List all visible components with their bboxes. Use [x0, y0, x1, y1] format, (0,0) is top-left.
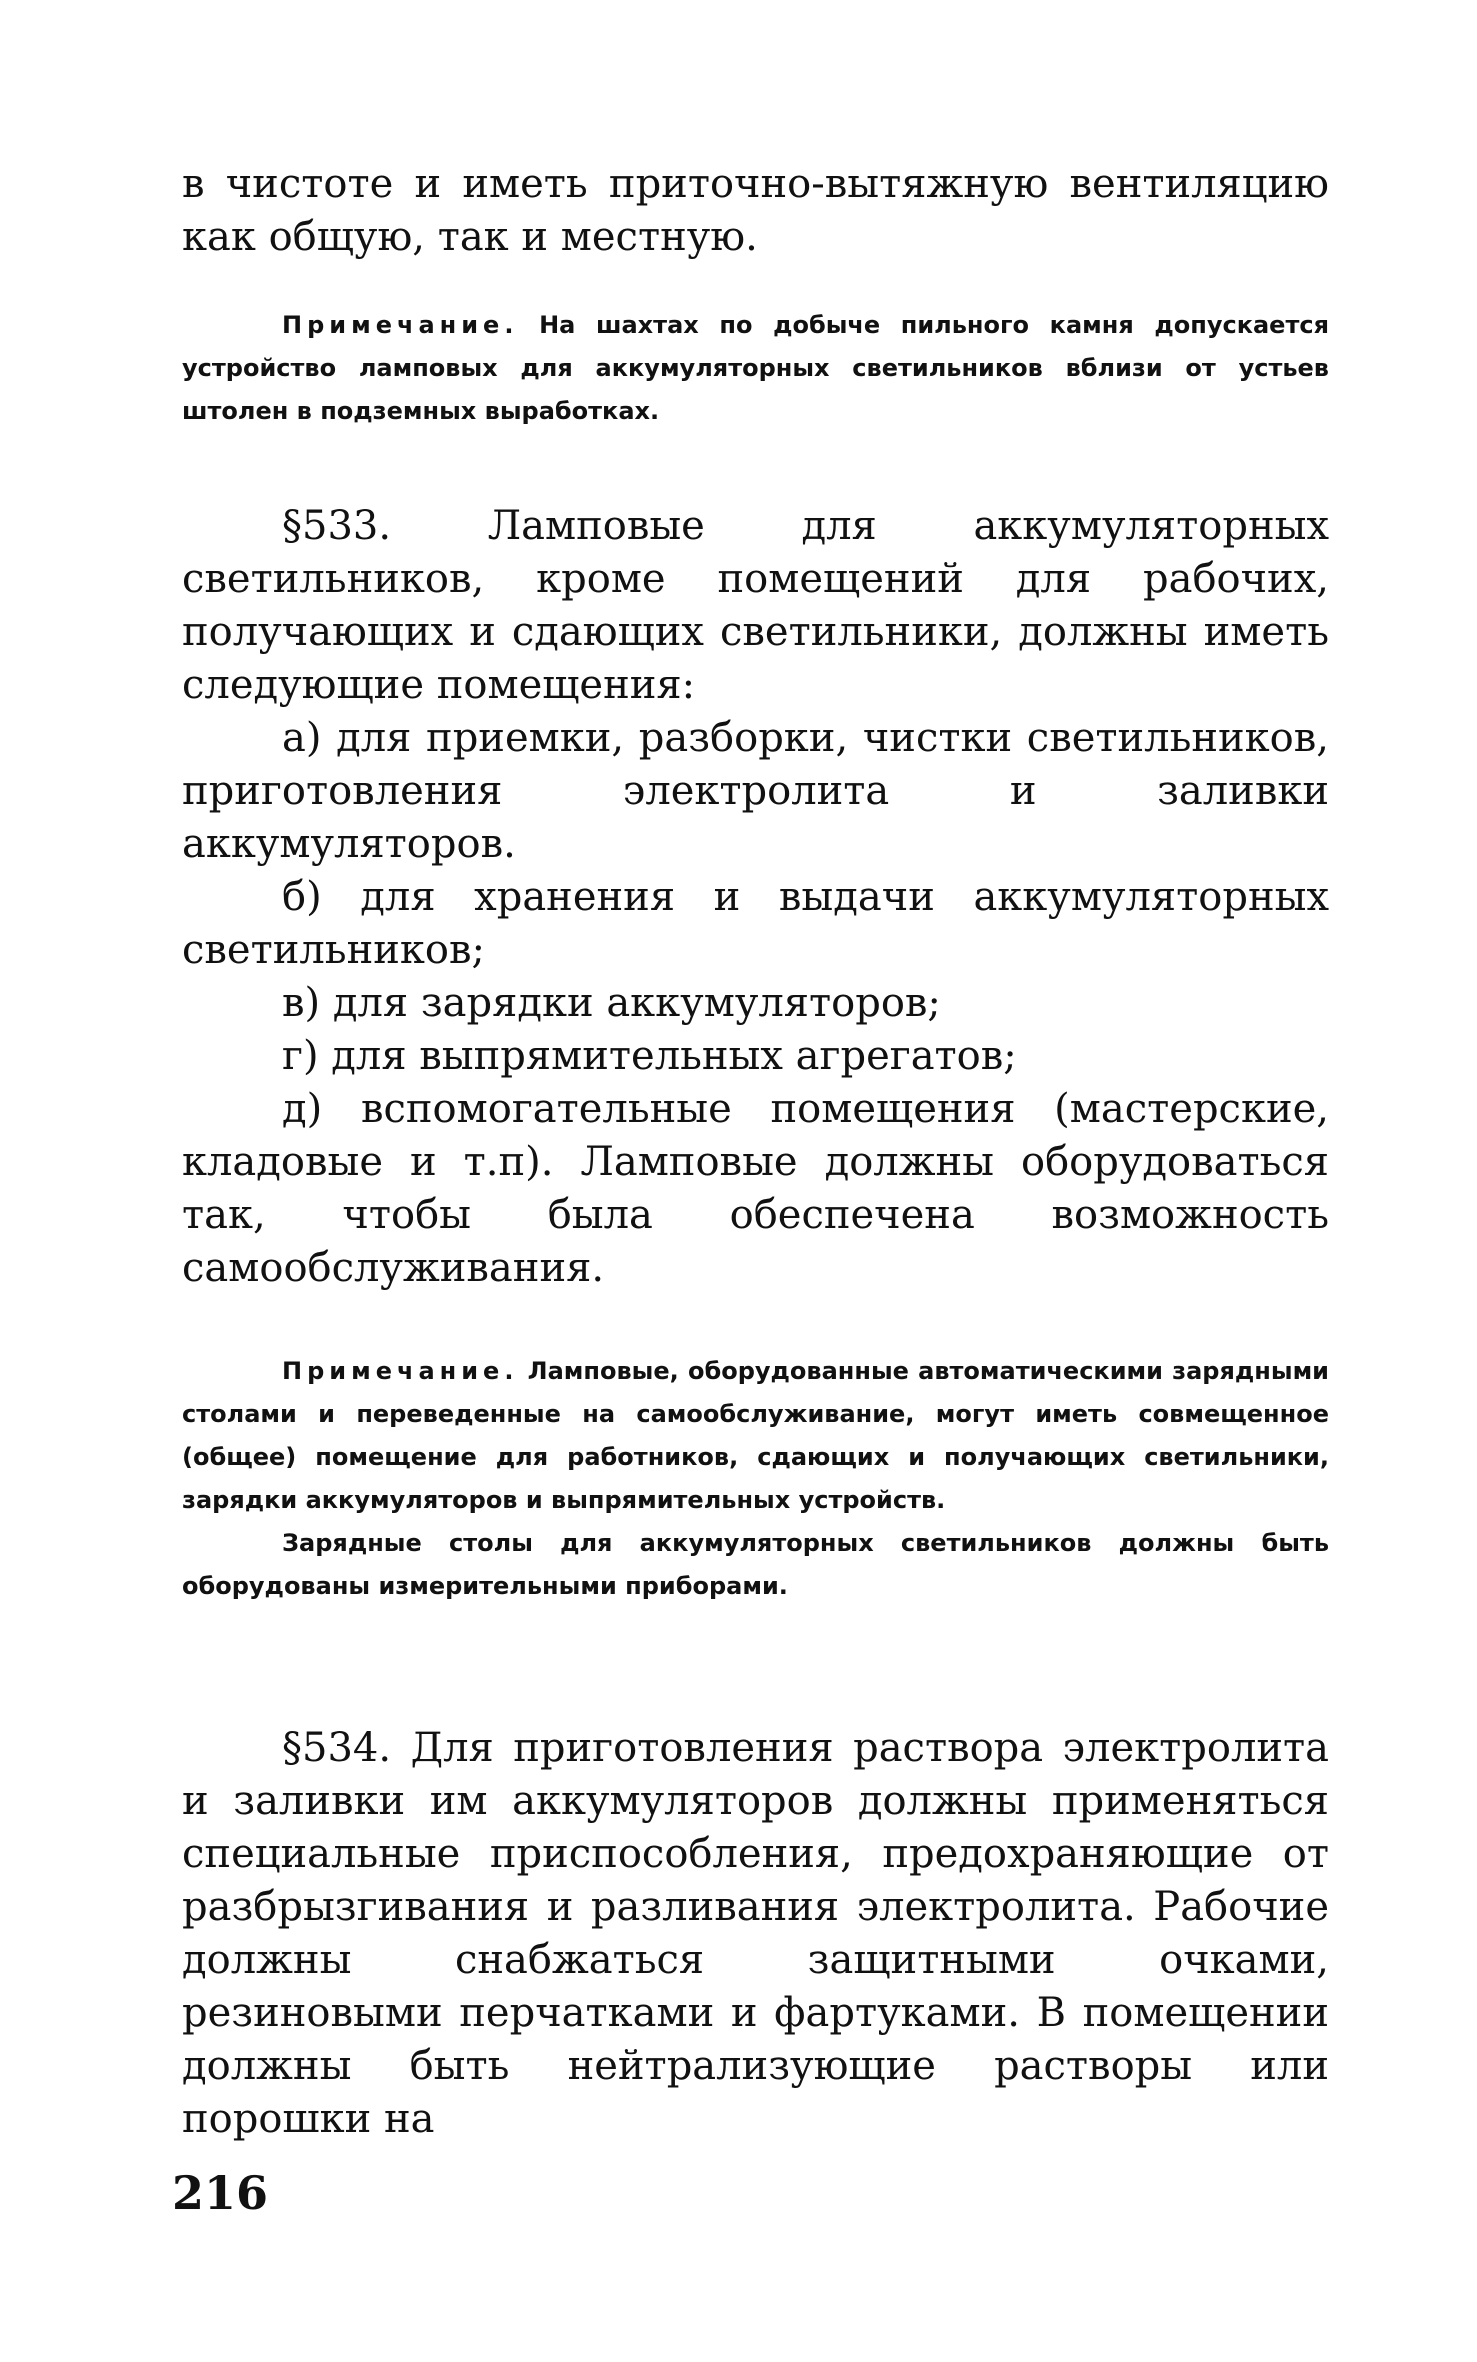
note-2	[182, 1350, 1329, 1608]
section-533-item-a: а) для приемки, разборки, чистки светильников, приготовления электролита и заливки аккумуляторов.	[182, 715, 1329, 867]
page-number: 216	[172, 2166, 269, 2220]
section-533-item-d: д) вспомогательные помещения (мастерские, кладовые и т.п). Ламповые должны оборудоваться так, чтобы была обеспечена возможность самообслуживания.	[182, 1086, 1329, 1291]
note-2-label: Примечание.	[282, 1357, 519, 1385]
section-533	[182, 500, 1329, 1295]
note-2-paragraph	[182, 1350, 1329, 1522]
section-533-intro: §533. Ламповые для аккумуляторных светильников, кроме помещений для рабочих, получающих и сдающих светильники, должны иметь следующие помещения:	[182, 503, 1329, 708]
note-1-label: Примечание.	[282, 311, 519, 339]
note-1-text: На шахтах по добыче пильного камня допускается устройство ламповых для аккумуляторных светильников вблизи от устьев штолен в подземных выработках.	[182, 311, 1330, 425]
note-2-text-2: Зарядные столы для аккумуляторных светильников должны быть оборудованы измерительными приборами.	[182, 1529, 1329, 1600]
section-533-item-v: в) для зарядки аккумуляторов;	[282, 980, 941, 1026]
section-533-item-b: б) для хранения и выдачи аккумуляторных светильников;	[182, 874, 1329, 973]
note-1	[182, 304, 1329, 433]
top-paragraph: в чистоте и иметь приточно-вытяжную вентиляцию как общую, так и местную.	[182, 161, 1329, 260]
note-2-text: Ламповые, оборудованные автоматическими зарядными столами и переведенные на самообслуживание, могут иметь совмещенное (общее) помещение для работников, сдающих и получающих светильники, зарядки аккумуляторов и выпрямительных устройств.	[182, 1357, 1329, 1514]
section-534: §534. Для приготовления раствора электролита и заливки им аккумуляторов должны применяться специальные приспособления, предохраняющие от разбрызгивания и разливания электролита. Рабочие должны снабжаться защитными очками, резиновыми перчатками и фартуками. В помещении должны быть нейтрализующие растворы или порошки на	[182, 1725, 1329, 2142]
section-533-item-g: г) для выпрямительных агрегатов;	[282, 1033, 1017, 1079]
